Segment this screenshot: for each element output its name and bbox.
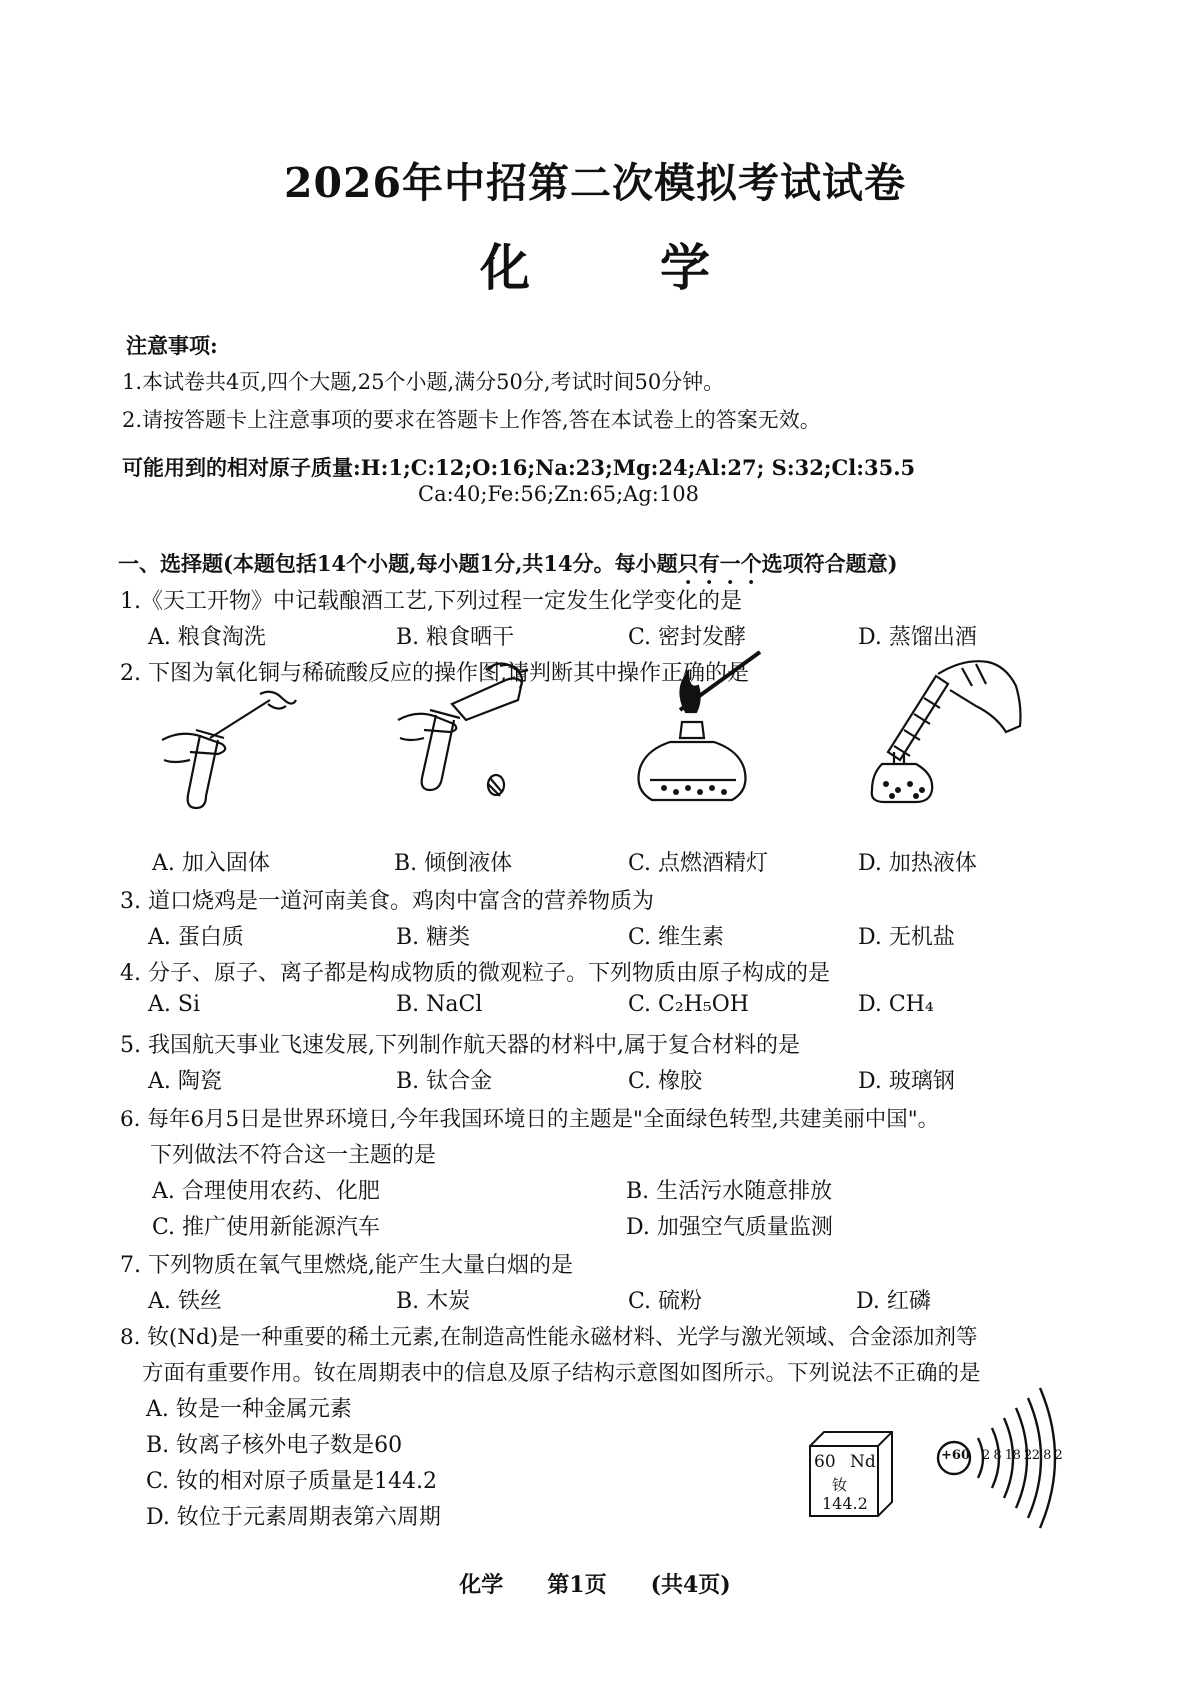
question-8-option-b[interactable]: B. 钕离子核外电子数是60 xyxy=(146,1433,403,1458)
question-1-option-a[interactable]: A. 粮食淘洗 xyxy=(148,625,266,650)
question-6-option-d[interactable]: D. 加强空气质量监测 xyxy=(626,1215,833,1240)
section-1-heading xyxy=(118,548,898,589)
section-1-heading-post: 选项符合题意) xyxy=(761,551,898,576)
question-7-option-a[interactable]: A. 铁丝 xyxy=(148,1289,222,1314)
question-4-option-a[interactable]: A. Si xyxy=(148,992,200,1017)
add-solid-illustration xyxy=(160,690,310,810)
element-card-symbol: Nd xyxy=(850,1452,876,1472)
footer-page-number: 第1页 xyxy=(547,1572,607,1598)
atomic-mass-line-1: 可能用到的相对原子质量:H:1;C:12;O:16;Na:23;Mg:24;Al:27; S:32;Cl:35.5 xyxy=(122,455,916,480)
question-3-option-b[interactable]: B. 糖类 xyxy=(396,925,471,950)
atomic-mass-line-2: Ca:40;Fe:56;Zn:65;Ag:108 xyxy=(418,482,699,506)
note-item-2: 2.请按答题卡上注意事项的要求在答题卡上作答,答在本试卷上的答案无效。 xyxy=(122,408,821,432)
question-7-option-b[interactable]: B. 木炭 xyxy=(396,1289,471,1314)
question-1-option-c[interactable]: C. 密封发酵 xyxy=(628,625,747,650)
question-4-stem: 4. 分子、原子、离子都是构成物质的微观粒子。下列物质由原子构成的是 xyxy=(120,961,830,986)
atom-shell-electrons: 2 8 18 22 8 2 xyxy=(982,1448,1063,1463)
question-5-option-a[interactable]: A. 陶瓷 xyxy=(148,1069,222,1094)
question-2-option-d[interactable]: D. 加热液体 xyxy=(858,851,977,876)
exam-title: 2026年中招第二次模拟考试试卷 xyxy=(283,159,907,207)
question-3-option-c[interactable]: C. 维生素 xyxy=(628,925,725,950)
heat-liquid-illustration xyxy=(876,656,1026,806)
subject-title: 化学 xyxy=(480,238,840,297)
question-1-option-b[interactable]: B. 粮食晒干 xyxy=(396,625,515,650)
notes-heading: 注意事项: xyxy=(126,333,218,358)
question-5-option-b[interactable]: B. 钛合金 xyxy=(396,1069,493,1094)
question-2-option-b[interactable]: B. 倾倒液体 xyxy=(394,851,513,876)
question-1-stem: 1.《天工开物》中记载酿酒工艺,下列过程一定发生化学变化的是 xyxy=(120,589,742,614)
question-7-option-d[interactable]: D. 红磷 xyxy=(856,1289,931,1314)
question-8-stem: 8. 钕(Nd)是一种重要的稀土元素,在制造高性能永磁材料、光学与激光领域、合金添加剂等 xyxy=(120,1325,978,1350)
question-6-option-b[interactable]: B. 生活污水随意排放 xyxy=(626,1179,833,1204)
question-4-option-c[interactable]: C. C₂H₅OH xyxy=(628,992,749,1017)
question-6-option-c[interactable]: C. 推广使用新能源汽车 xyxy=(152,1215,381,1240)
question-8-option-a[interactable]: A. 钕是一种金属元素 xyxy=(146,1397,352,1422)
footer-subject: 化学 xyxy=(459,1572,504,1598)
pour-liquid-illustration xyxy=(396,660,556,805)
question-3-option-a[interactable]: A. 蛋白质 xyxy=(148,925,244,950)
element-card-number: 60 xyxy=(814,1452,836,1472)
question-2-option-c[interactable]: C. 点燃酒精灯 xyxy=(628,851,769,876)
question-1-option-d[interactable]: D. 蒸馏出酒 xyxy=(858,625,977,650)
section-1-heading-pre: 一、选择题(本题包括14个小题,每小题1分,共14分。每小题 xyxy=(118,551,678,576)
question-6-stem-continued: 下列做法不符合这一主题的是 xyxy=(150,1143,437,1168)
section-1-heading-emphasis: 只有一个 xyxy=(677,551,762,576)
page-footer xyxy=(0,1568,1190,1599)
element-card-name: 钕 xyxy=(832,1476,848,1494)
question-3-option-d[interactable]: D. 无机盐 xyxy=(858,925,955,950)
question-7-stem: 7. 下列物质在氧气里燃烧,能产生大量白烟的是 xyxy=(120,1253,573,1278)
question-6-stem: 6. 每年6月5日是世界环境日,今年我国环境日的主题是"全面绿色转型,共建美丽中国"。 xyxy=(120,1107,940,1132)
question-2-option-a[interactable]: A. 加入固体 xyxy=(152,851,270,876)
question-4-option-d[interactable]: D. CH₄ xyxy=(858,992,934,1017)
question-2-stem: 2. 下图为氧化铜与稀硫酸反应的操作图,请判断其中操作正确的是 xyxy=(120,661,749,686)
alcohol-lamp-illustration xyxy=(640,650,770,810)
atom-nucleus-label: +60 xyxy=(941,1448,970,1463)
question-5-stem: 5. 我国航天事业飞速发展,下列制作航天器的材料中,属于复合材料的是 xyxy=(120,1033,800,1058)
note-item-1: 1.本试卷共4页,四个大题,25个小题,满分50分,考试时间50分钟。 xyxy=(122,370,725,394)
question-8-option-c[interactable]: C. 钕的相对原子质量是144.2 xyxy=(146,1469,438,1494)
question-3-stem: 3. 道口烧鸡是一道河南美食。鸡肉中富含的营养物质为 xyxy=(120,889,654,914)
footer-total-pages: (共4页) xyxy=(650,1572,731,1598)
question-6-option-a[interactable]: A. 合理使用农药、化肥 xyxy=(152,1179,380,1204)
question-8-stem-continued: 方面有重要作用。钕在周期表中的信息及原子结构示意图如图所示。下列说法不正确的是 xyxy=(142,1361,981,1386)
question-5-option-d[interactable]: D. 玻璃钢 xyxy=(858,1069,955,1094)
question-7-option-c[interactable]: C. 硫粉 xyxy=(628,1289,703,1314)
question-5-option-c[interactable]: C. 橡胶 xyxy=(628,1069,703,1094)
question-8-option-d[interactable]: D. 钕位于元素周期表第六周期 xyxy=(146,1505,441,1530)
element-card-mass: 144.2 xyxy=(822,1494,868,1513)
question-4-option-b[interactable]: B. NaCl xyxy=(396,992,483,1017)
